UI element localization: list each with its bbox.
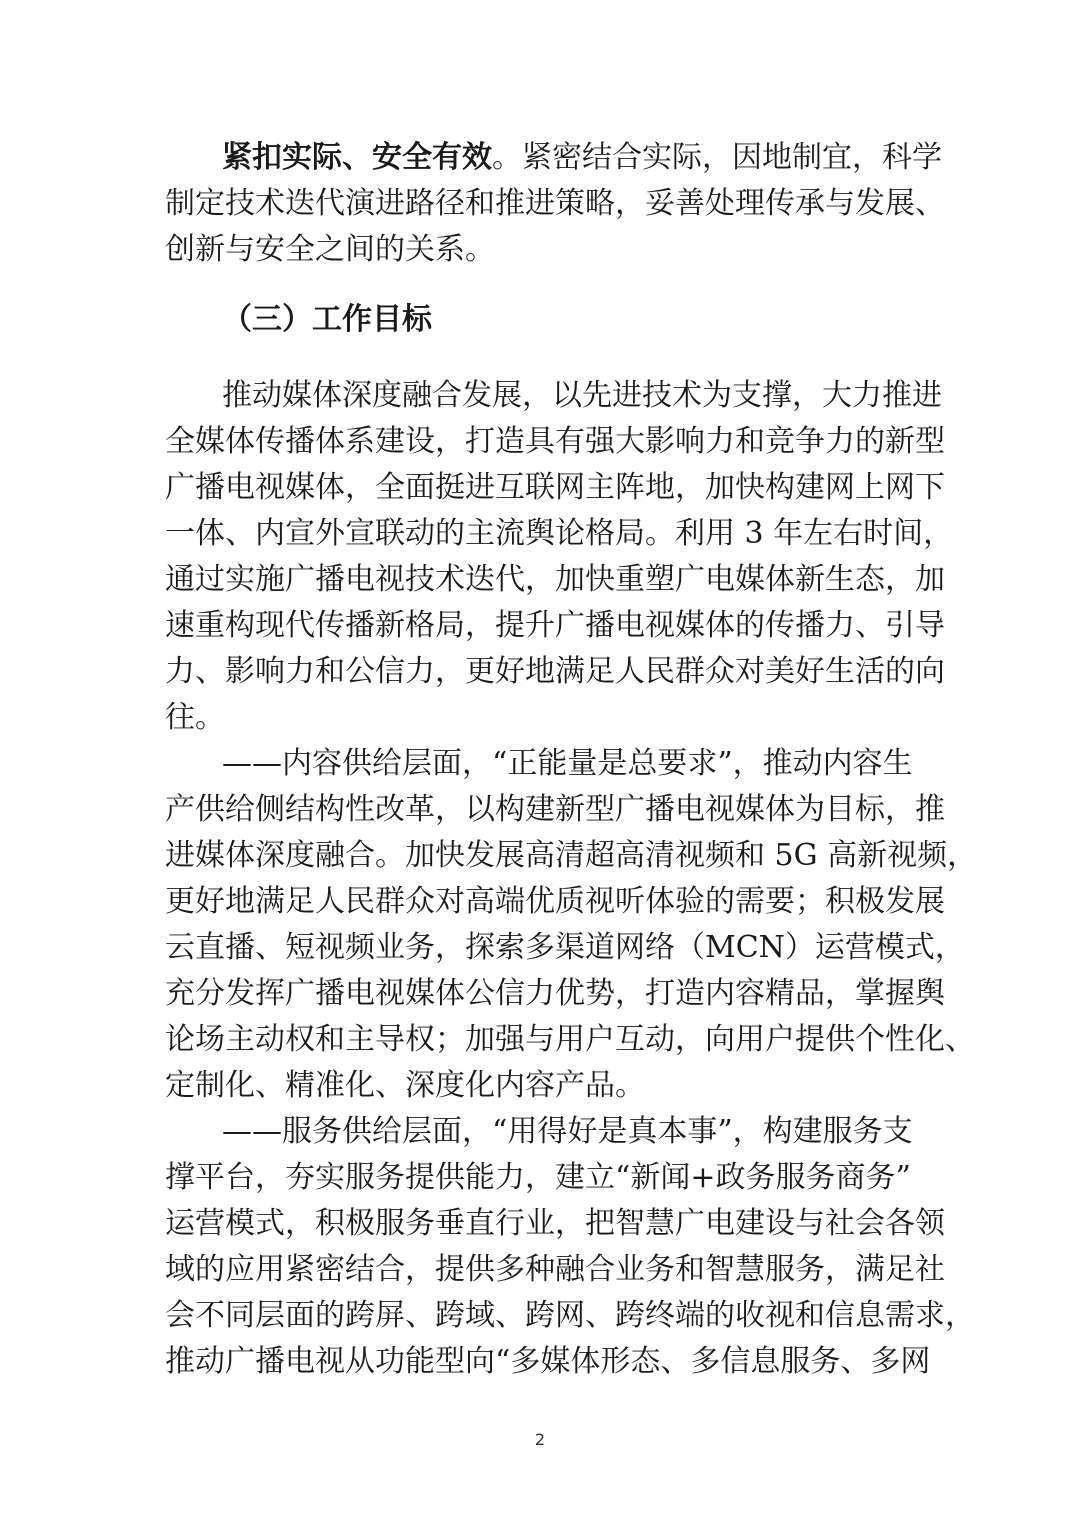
goals-line-1: 推动媒体深度融合发展，以先进技术为支撑，大力推进 <box>222 378 942 413</box>
service-supply-line-4: 域的应用紧密结合，提供多种融合业务和智慧服务，满足社 <box>165 1252 945 1287</box>
content-supply-line-4: 更好地满足人民群众对高端优质视听体验的需要；积极发展 <box>165 884 945 919</box>
principle-line-2: 制定技术迭代演进路径和推进策略，妥善处理传承与发展、 <box>165 186 945 221</box>
goals-line-2: 全媒体传播体系建设，打造具有强大影响力和竞争力的新型 <box>165 424 945 459</box>
service-supply-line-1: ——服务供给层面，“用得好是真本事”，构建服务支 <box>222 1114 913 1149</box>
content-supply-line-2: 产供给侧结构性改革，以构建新型广播电视媒体为目标，推 <box>165 792 945 827</box>
service-supply-line-3: 运营模式，积极服务垂直行业，把智慧广电建设与社会各领 <box>165 1206 945 1241</box>
principle-lead-bold: 紧扣实际、安全有效 <box>222 140 492 175</box>
goals-line-4: 一体、内宣外宣联动的主流舆论格局。利用 3 年左右时间， <box>165 516 954 551</box>
principle-line-1-rest: 。紧密结合实际，因地制宜，科学 <box>492 140 942 175</box>
goals-line-6: 速重构现代传播新格局，提升广播电视媒体的传播力、引导 <box>165 608 945 643</box>
service-supply-line-5: 会不同层面的跨屏、跨域、跨网、跨终端的收视和信息需求， <box>165 1298 975 1333</box>
goals-line-8: 往。 <box>165 700 225 735</box>
principle-line-1 <box>222 138 942 178</box>
content-supply-line-8: 定制化、精准化、深度化内容产品。 <box>165 1068 645 1103</box>
content-supply-line-1: ——内容供给层面，“正能量是总要求”，推动内容生 <box>222 746 913 781</box>
goals-line-3: 广播电视媒体，全面挺进互联网主阵地，加快构建网上网下 <box>165 470 945 505</box>
content-supply-line-5: 云直播、短视频业务，探索多渠道网络（MCN）运营模式， <box>165 930 965 965</box>
page-number: 2 <box>534 1430 546 1449</box>
service-supply-line-2: 撑平台，夯实服务提供能力，建立“新闻+政务服务商务” <box>165 1160 911 1195</box>
section-heading: （三）工作目标 <box>222 302 432 337</box>
content-supply-line-7: 论场主动权和主导权；加强与用户互动，向用户提供个性化、 <box>165 1022 975 1057</box>
principle-line-3: 创新与安全之间的关系。 <box>165 232 495 267</box>
service-supply-line-6: 推动广播电视从功能型向“多媒体形态、多信息服务、多网 <box>165 1344 931 1379</box>
goals-line-5: 通过实施广播电视技术迭代，加快重塑广电媒体新生态，加 <box>165 562 945 597</box>
content-supply-line-6: 充分发挥广播电视媒体公信力优势，打造内容精品，掌握舆 <box>165 976 945 1011</box>
goals-line-7: 力、影响力和公信力，更好地满足人民群众对美好生活的向 <box>165 654 945 689</box>
content-supply-line-3: 进媒体深度融合。加快发展高清超高清视频和 5G 高新视频， <box>165 838 978 873</box>
